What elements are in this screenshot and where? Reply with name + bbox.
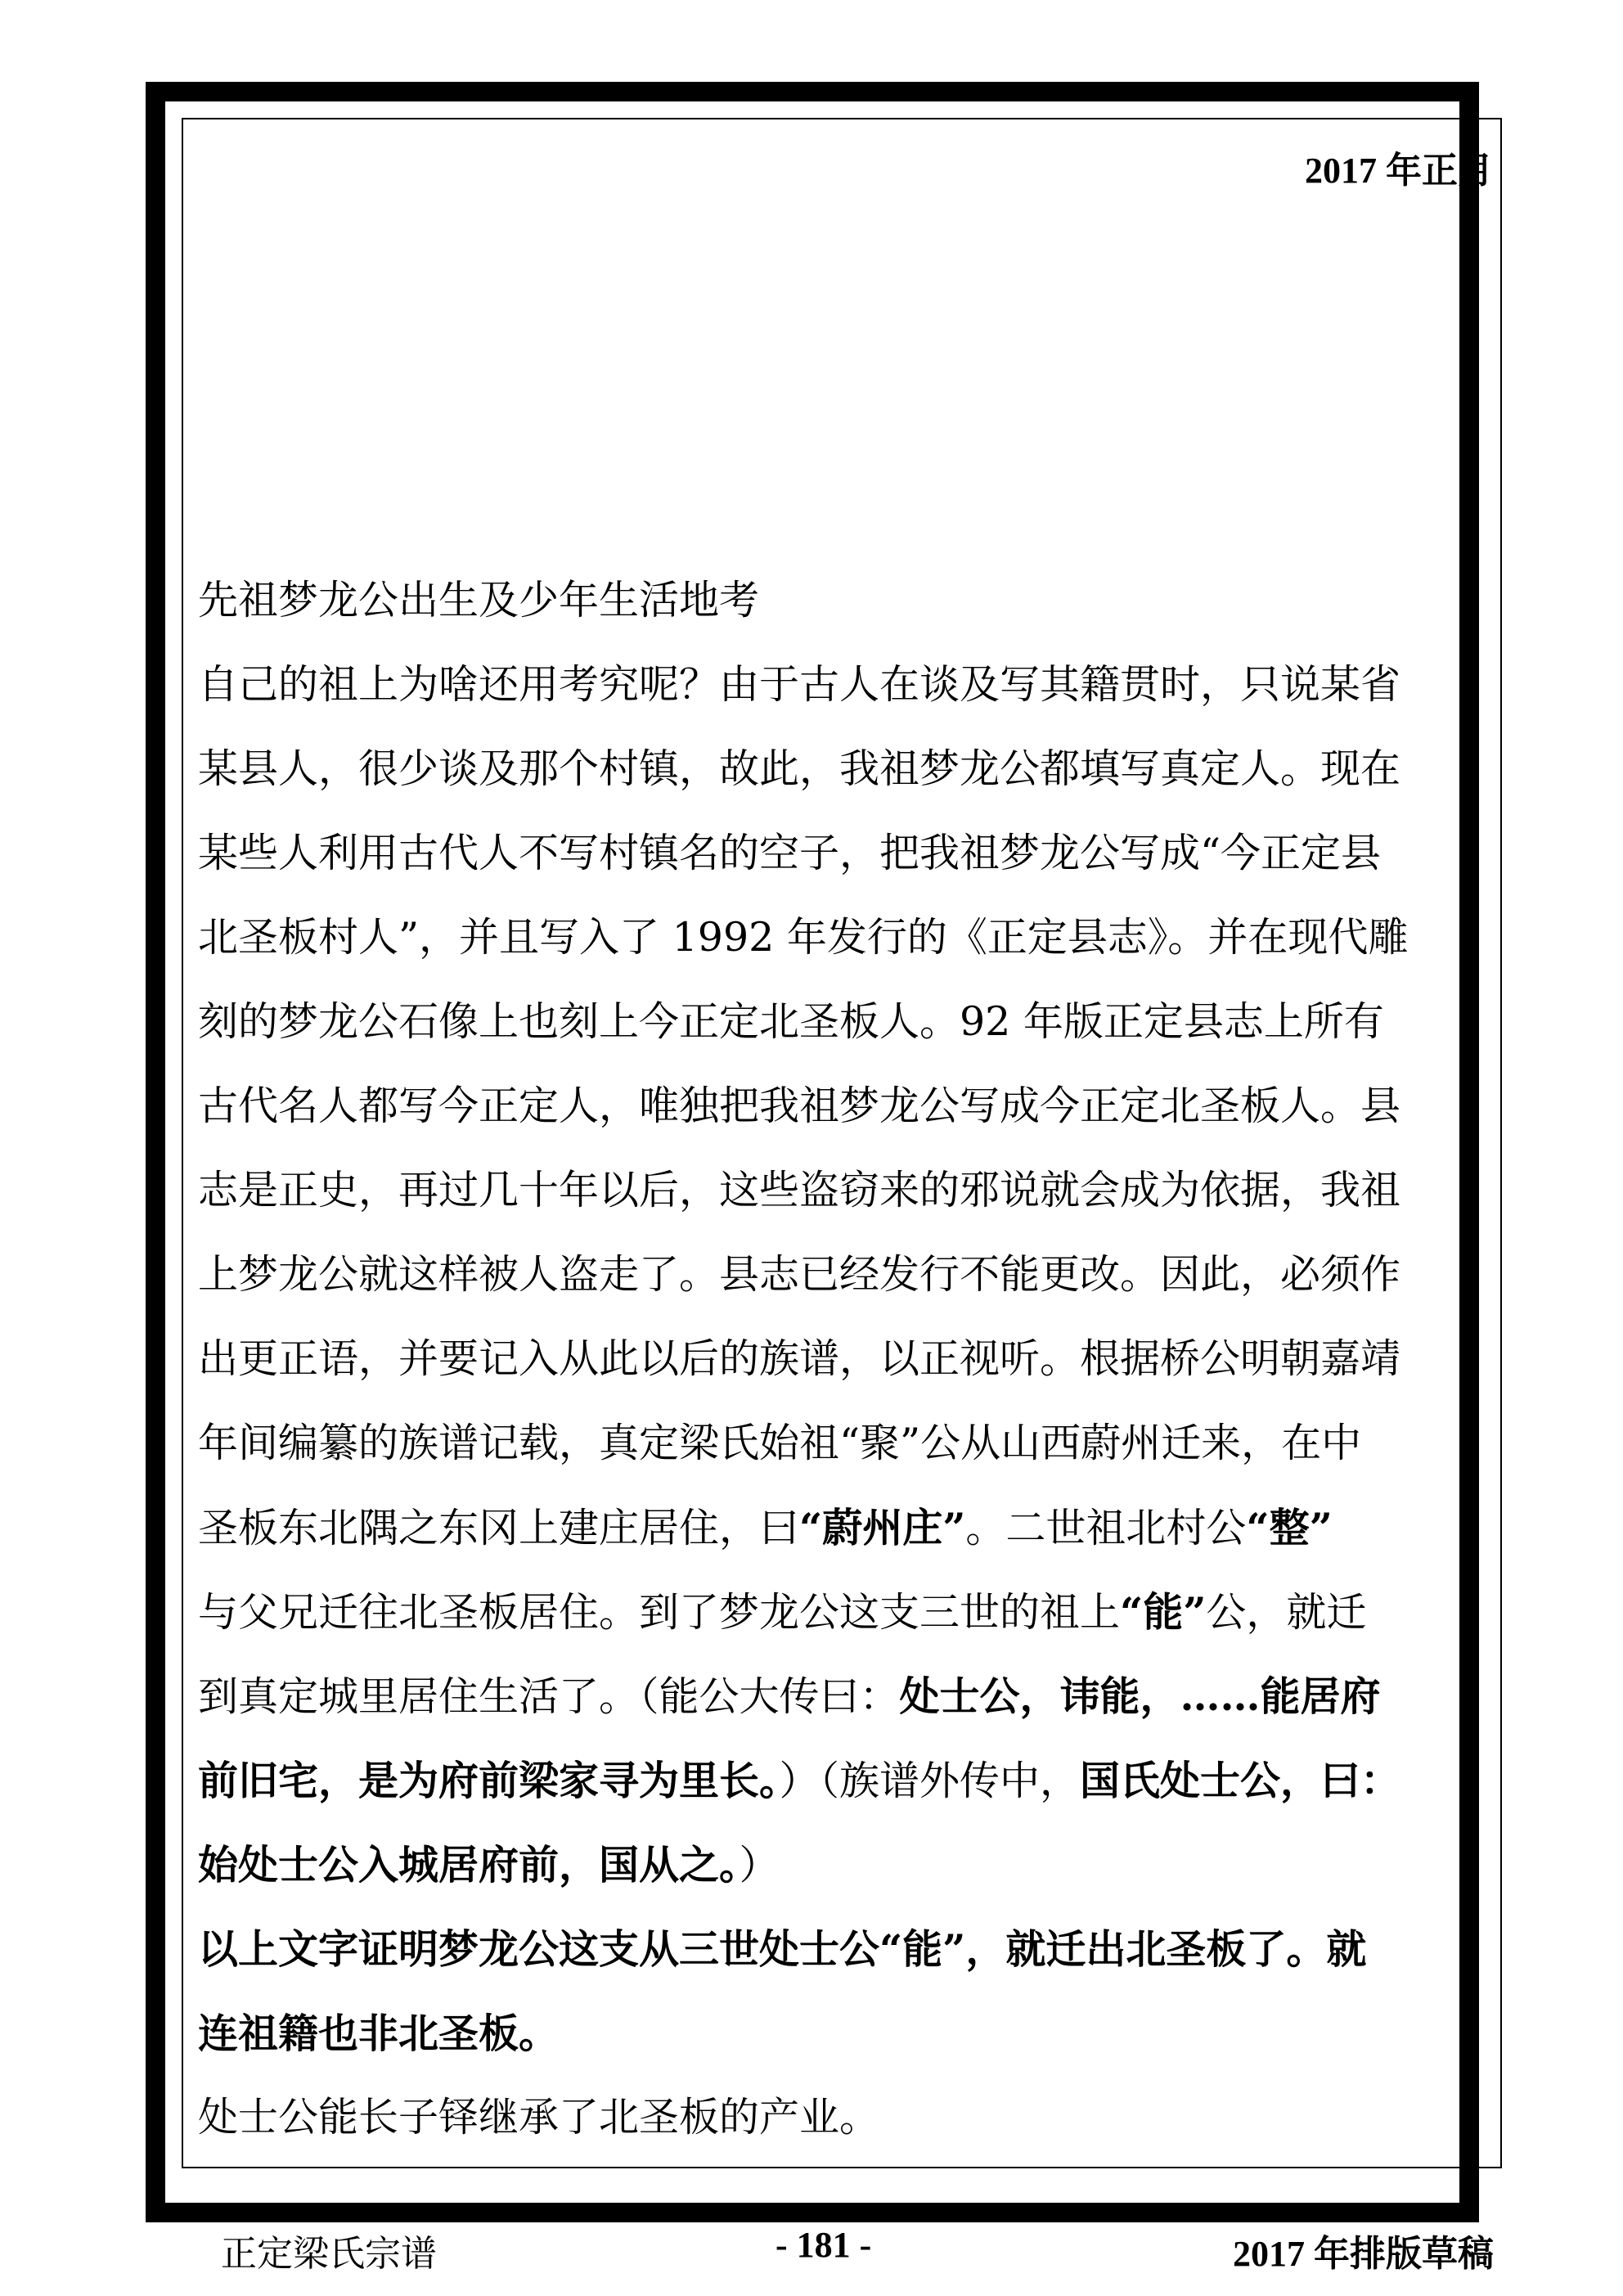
text-line	[198, 1242, 1507, 1326]
bold-text-segment: “能”	[1120, 1588, 1207, 1636]
text-line	[198, 652, 1507, 736]
text-segment: ）	[739, 1842, 780, 1889]
text-line	[198, 2001, 1507, 2085]
text-segment: 古代名人都写今正定人，唯独把我祖梦龙公写成今正定北圣板人。县	[198, 1083, 1401, 1129]
bold-text-segment: 始处士公入城居府前，国从之。	[198, 1841, 740, 1889]
bold-text-segment: 连祖籍也非北圣板。	[198, 2010, 560, 2057]
text-segment: 圣板东北隅之东冈上建庄居住，曰	[198, 1505, 800, 1551]
text-line	[198, 1748, 1507, 1832]
text-line	[198, 1326, 1507, 1411]
text-segment: 某县人，很少谈及那个村镇，故此，我祖梦龙公都填写真定人。现在	[198, 745, 1401, 792]
text-segment: 自己的祖上为啥还用考究呢？由于古人在谈及写其籍贯时，只说某省	[198, 661, 1401, 708]
text-line	[198, 905, 1507, 989]
text-line	[198, 1411, 1507, 1495]
article-paragraphs	[198, 652, 1507, 2169]
bold-text-segment: 国氏处士公，曰：	[1080, 1757, 1401, 1804]
text-line	[198, 1074, 1507, 1158]
text-line	[198, 989, 1507, 1074]
text-segment: 到真定城里居住生活了。（能公大传曰：	[198, 1673, 900, 1720]
text-line	[198, 736, 1507, 821]
page-date: 2017 年正月	[1305, 151, 1494, 191]
text-segment: 志是正史，再过几十年以后，这些盗窃来的邪说就会成为依据，我祖	[198, 1167, 1401, 1213]
text-segment: 刻的梦龙公石像上也刻上今正定北圣板人。92 年版正定县志上所有	[198, 998, 1384, 1045]
text-line	[198, 2085, 1507, 2169]
text-line	[198, 1158, 1507, 1242]
bold-text-segment: 处士公，讳能，……能居府	[899, 1672, 1381, 1720]
article-title: 先祖梦龙公出生及少年生活地考	[198, 577, 760, 624]
text-segment: 北圣板村人”，并且写入了 1992 年发行的《正定县志》。并在现代雕	[198, 914, 1409, 961]
text-line	[198, 1495, 1507, 1579]
text-segment: 。二世祖北村公	[965, 1505, 1247, 1551]
article-body	[198, 568, 1507, 2169]
text-line	[198, 1579, 1507, 1663]
text-line	[198, 1663, 1507, 1748]
bold-text-segment: “整”	[1246, 1504, 1333, 1551]
text-segment: 年间编纂的族谱记载，真定梁氏始祖“聚”公从山西蔚州迁来，在中	[198, 1420, 1362, 1466]
text-segment: 上梦龙公就这样被人盗走了。县志已经发行不能更改。因此，必须作	[198, 1251, 1401, 1298]
bold-text-segment: 以上文字证明梦龙公这支从三世处士公“能”，就迁出北圣板了。就	[198, 1925, 1367, 1973]
text-segment: 与父兄迁往北圣板居住。到了梦龙公这支三世的祖上	[198, 1589, 1121, 1636]
bold-text-segment: 前旧宅，是为府前梁家寻为里长。	[198, 1757, 780, 1804]
text-segment: 出更正语，并要记入从此以后的族谱，以正视听。根据桥公明朝嘉靖	[198, 1335, 1401, 1382]
footer-draft-note: 2017 年排版草稿	[1233, 2234, 1494, 2274]
footer-page-number: - 181 -	[776, 2225, 872, 2265]
text-line	[198, 1832, 1507, 1916]
text-segment: 公，就迁	[1206, 1589, 1367, 1636]
text-segment: 处士公能长子铎继承了北圣板的产业。	[198, 2094, 880, 2141]
text-segment: ）（族谱外传中，	[779, 1758, 1081, 1804]
text-line	[198, 1916, 1507, 2001]
text-segment: 某些人利用古代人不写村镇名的空子，把我祖梦龙公写成“今正定县	[198, 830, 1382, 876]
text-line	[198, 821, 1507, 905]
footer-book-title: 正定梁氏宗谱	[221, 2233, 437, 2275]
bold-text-segment: “蔚州庄”	[799, 1504, 966, 1551]
